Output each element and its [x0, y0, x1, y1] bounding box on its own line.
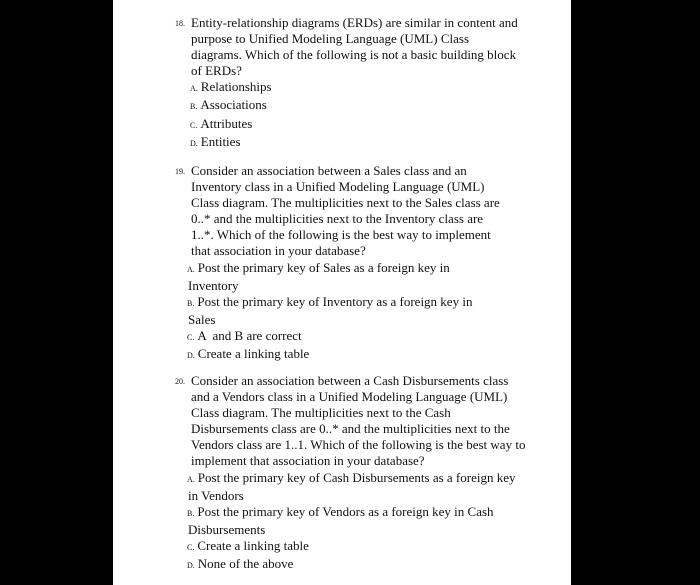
- option-d[interactable]: [175, 346, 575, 364]
- question-number: 19.: [175, 167, 185, 176]
- option-text: Attributes: [200, 115, 253, 131]
- option-b[interactable]: [175, 294, 503, 328]
- option-text: Post the primary key of Cash Disbursements as a foreign key in Vendors: [188, 469, 516, 503]
- option-c[interactable]: [175, 538, 575, 556]
- document-page: [113, 0, 571, 585]
- question-text: Consider an association between a Cash Disbursements class and a Vendors class in a Unified Modeling Language (UML) Class diagram. The multiplicities next to the Cash Disbursements class are 0..* and the multiplicities next to the Vendors class are 1..1. Which of the following is the best way to implement that association in your database?: [191, 373, 526, 469]
- option-letter: C.: [187, 332, 195, 342]
- option-b[interactable]: [175, 97, 575, 115]
- question-stem: [175, 15, 575, 79]
- option-b[interactable]: [175, 504, 528, 538]
- option-text: Relationships: [200, 79, 272, 95]
- question-text: Entity-relationship diagrams (ERDs) are similar in content and purpose to Unified Modeling Language (UML) Class diagrams. Which of the following is not a basic building block of ERDs?: [191, 15, 518, 79]
- question-text: Consider an association between a Sales class and an Inventory class in a Unified Modeling Language (UML) Class diagram. The multiplicities next to the Sales class are 0..* and the multiplicities next to the Inventory class are 1..*. Which of the following is the best way to implement that association in your database?: [191, 163, 500, 259]
- option-d[interactable]: [175, 134, 575, 152]
- option-letter: C.: [190, 120, 198, 130]
- option-c[interactable]: [175, 116, 575, 134]
- option-letter: B.: [187, 298, 195, 308]
- option-letter: D.: [187, 561, 195, 571]
- option-a[interactable]: [175, 470, 528, 504]
- option-letter: B.: [190, 102, 198, 112]
- option-letter: A.: [187, 264, 195, 274]
- option-letter: B.: [187, 508, 195, 518]
- option-text: Post the primary key of Vendors as a foreign key in Cash Disbursements: [188, 503, 494, 537]
- option-text: Create a linking table: [197, 537, 309, 553]
- option-text: Post the primary key of Inventory as a foreign key in Sales: [188, 293, 473, 327]
- question-18: [175, 15, 575, 152]
- option-text: None of the above: [197, 556, 294, 572]
- question-19: [175, 163, 575, 364]
- option-text: Entities: [200, 133, 241, 149]
- option-a[interactable]: [175, 79, 575, 97]
- option-letter: A.: [190, 84, 198, 94]
- question-stem: [175, 163, 575, 260]
- option-text: Post the primary key of Sales as a foreign key in Inventory: [188, 259, 450, 293]
- option-letter: D.: [187, 351, 195, 361]
- option-a[interactable]: [175, 260, 498, 294]
- question-number: 20.: [175, 377, 185, 386]
- option-letter: A.: [187, 474, 195, 484]
- option-d[interactable]: [175, 556, 575, 574]
- option-text: A and B are correct: [197, 327, 302, 343]
- question-number: 18.: [175, 19, 185, 28]
- option-letter: C.: [187, 542, 195, 552]
- option-text: Associations: [200, 97, 267, 113]
- option-c[interactable]: [175, 328, 575, 346]
- question-20: [175, 373, 575, 574]
- question-stem: [175, 373, 575, 470]
- option-text: Create a linking table: [197, 346, 310, 362]
- option-letter: D.: [190, 138, 198, 148]
